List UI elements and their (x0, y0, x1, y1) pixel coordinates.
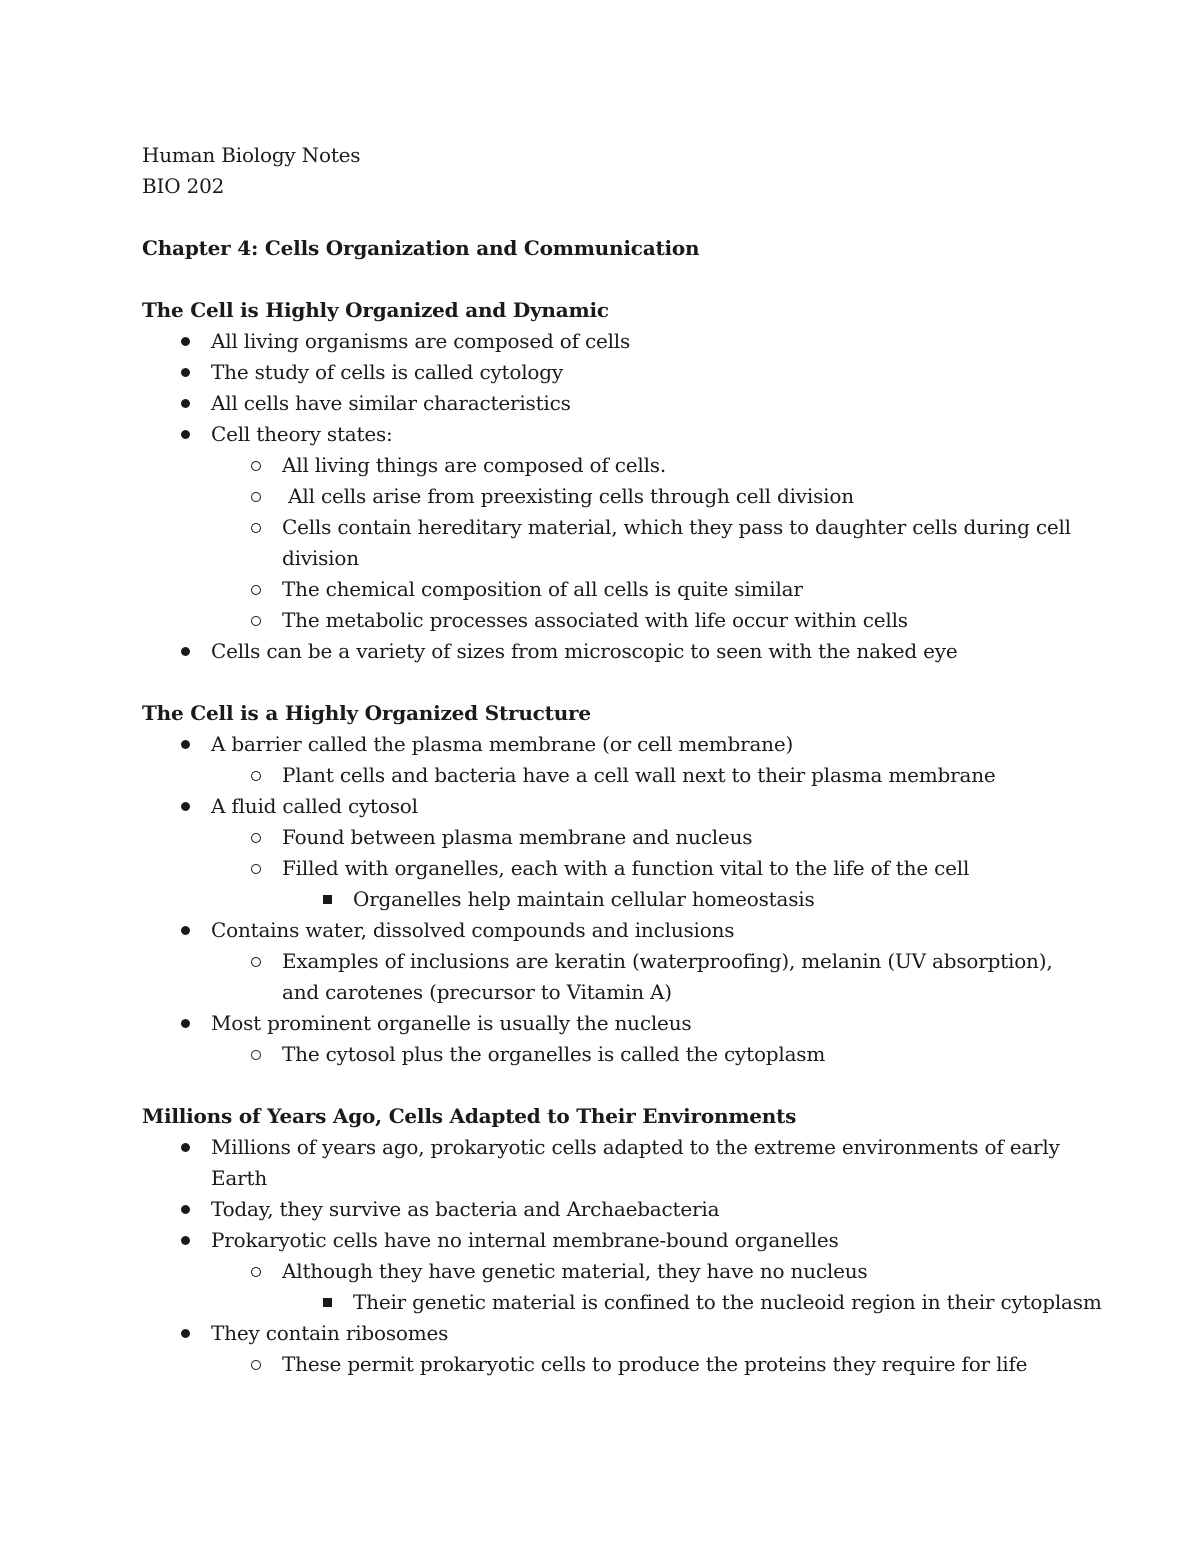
disc-bullet-icon (175, 729, 195, 760)
spacer (142, 202, 1082, 233)
spacer (142, 1070, 1082, 1101)
disc-bullet-icon (175, 791, 195, 822)
list-item: Cells can be a variety of sizes from microscopic to seen with the naked eye (142, 636, 1082, 667)
circle-bullet-icon (246, 1039, 266, 1070)
list-item: These permit prokaryotic cells to produce the proteins they require for life (142, 1349, 1082, 1380)
spacer (142, 667, 1082, 698)
list-item: Organelles help maintain cellular homeostasis (142, 884, 1082, 915)
disc-bullet-icon (175, 915, 195, 946)
list-item: Examples of inclusions are keratin (waterproofing), melanin (UV absorption), and carotenes (precursor to Vitamin A) (142, 946, 1082, 1008)
course-code: BIO 202 (142, 174, 225, 198)
disc-bullet-icon (175, 357, 195, 388)
section-heading: The Cell is a Highly Organized Structure (142, 701, 591, 725)
list-item: Filled with organelles, each with a function vital to the life of the cell (142, 853, 1082, 884)
circle-bullet-icon (246, 450, 266, 481)
section-heading: The Cell is Highly Organized and Dynamic (142, 298, 609, 322)
circle-bullet-icon (246, 512, 266, 543)
disc-bullet-icon (175, 1132, 195, 1163)
chapter-heading: Chapter 4: Cells Organization and Communication (142, 236, 700, 260)
list-item: Cell theory states: (142, 419, 1082, 450)
list-item: Plant cells and bacteria have a cell wall next to their plasma membrane (142, 760, 1082, 791)
list-item: Prokaryotic cells have no internal membrane-bound organelles (142, 1225, 1082, 1256)
disc-bullet-icon (175, 1225, 195, 1256)
list-item: They contain ribosomes (142, 1318, 1082, 1349)
list-item: Today, they survive as bacteria and Archaebacteria (142, 1194, 1082, 1225)
list-item: The cytosol plus the organelles is called the cytoplasm (142, 1039, 1082, 1070)
circle-bullet-icon (246, 574, 266, 605)
document-page (142, 140, 1102, 1380)
list-item: All cells have similar characteristics (142, 388, 1082, 419)
list-item: Millions of years ago, prokaryotic cells adapted to the extreme environments of early Earth (142, 1132, 1082, 1194)
circle-bullet-icon (246, 946, 266, 977)
section-heading: Millions of Years Ago, Cells Adapted to Their Environments (142, 1104, 797, 1128)
list-item: Most prominent organelle is usually the nucleus (142, 1008, 1082, 1039)
disc-bullet-icon (175, 1318, 195, 1349)
circle-bullet-icon (246, 481, 266, 512)
list-item: The metabolic processes associated with life occur within cells (142, 605, 1082, 636)
circle-bullet-icon (246, 853, 266, 884)
list-item: Their genetic material is confined to the nucleoid region in their cytoplasm (142, 1287, 1082, 1318)
list-item: Found between plasma membrane and nucleus (142, 822, 1082, 853)
square-bullet-icon (317, 884, 337, 915)
doc-title: Human Biology Notes (142, 143, 361, 167)
disc-bullet-icon (175, 419, 195, 450)
list-item: The chemical composition of all cells is quite similar (142, 574, 1082, 605)
square-bullet-icon (317, 1287, 337, 1318)
disc-bullet-icon (175, 388, 195, 419)
disc-bullet-icon (175, 636, 195, 667)
list-item: The study of cells is called cytology (142, 357, 1082, 388)
list-item: Cells contain hereditary material, which they pass to daughter cells during cell division (142, 512, 1082, 574)
circle-bullet-icon (246, 760, 266, 791)
list-item: A fluid called cytosol (142, 791, 1082, 822)
disc-bullet-icon (175, 1194, 195, 1225)
circle-bullet-icon (246, 822, 266, 853)
list-item: Although they have genetic material, they have no nucleus (142, 1256, 1082, 1287)
list-item: All living organisms are composed of cells (142, 326, 1082, 357)
list-item: All living things are composed of cells. (142, 450, 1082, 481)
circle-bullet-icon (246, 1349, 266, 1380)
list-item: Contains water, dissolved compounds and inclusions (142, 915, 1082, 946)
circle-bullet-icon (246, 1256, 266, 1287)
spacer (142, 264, 1082, 295)
list-item: All cells arise from preexisting cells through cell division (142, 481, 1082, 512)
disc-bullet-icon (175, 1008, 195, 1039)
circle-bullet-icon (246, 605, 266, 636)
disc-bullet-icon (175, 326, 195, 357)
list-item: A barrier called the plasma membrane (or cell membrane) (142, 729, 1082, 760)
